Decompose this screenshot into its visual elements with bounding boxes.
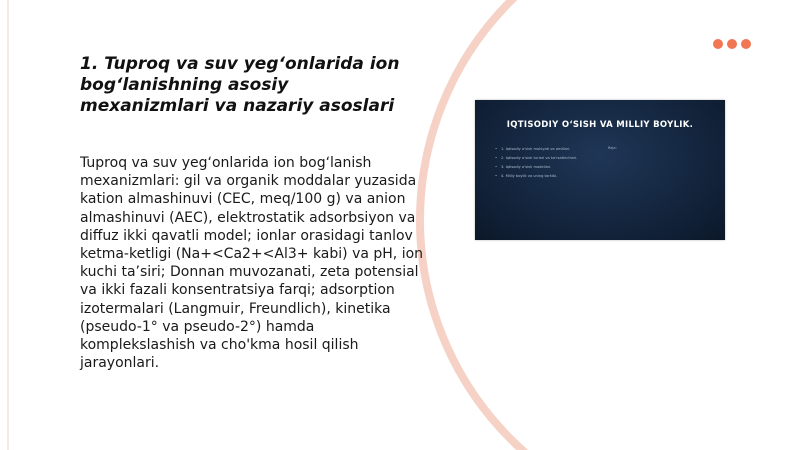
slide-title: 1. Tuproq va suv yeg‘onlarida ion bog‘lanishning asosiy mexanizmlari va nazariy asoslari: [80, 54, 400, 116]
thumbnail-list-item: • 3. Iqtisodiy o‘sish modellari.: [495, 163, 577, 172]
thumbnail-list-item: • 4. Milliy boylik va uning tarkibi.: [495, 172, 577, 181]
accent-dot: [727, 39, 737, 49]
body-text: Tuproq va suv yeg‘onlarida ion bog‘lanish mexanizmlari: gil va organik moddalar yuzasida kation almashinuvi (CEC, meq/100 g) va anion almashinuvi (AEC), elektrostatik adsorbsiyon va diffuz ikki qavatli model; ionlar orasidagi tanlov ketma-ketligi (Na+<Ca2+<Al3+ kabi) va pH, ion kuchi ta’siri; Donnan muvozanati, zeta potensial va ikki fazali konsentratsiya farqi; adsorption izotermalari (Langmuir, Freundlich), kinetika (pseudo-1° va pseudo-2°) hamda komplekslashish va cho'kma hosil qilish jarayonlari.: [80, 155, 424, 372]
dots-decoration: [713, 39, 751, 49]
thumbnail-title: IQTISODIY O‘SISH VA MILLIY BOYLIK.: [506, 120, 694, 130]
accent-dot: [713, 39, 723, 49]
thumbnail-list-item: • 1. Iqtisodiy o‘sish mohiyati va omillari.: [495, 145, 577, 154]
thumbnail-list-item: • 2. Iqtisodiy o‘sish turlari va ko‘rsatkichlari.: [495, 154, 577, 163]
accent-dot: [741, 39, 751, 49]
thumbnail-heading: Reja:: [608, 146, 617, 150]
thumbnail-list: [495, 145, 577, 181]
slide-thumbnail-image: [475, 100, 725, 240]
